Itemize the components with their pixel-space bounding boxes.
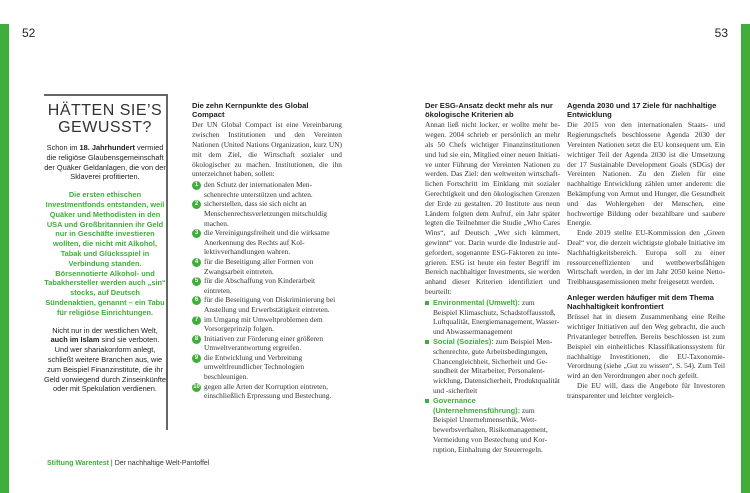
footer-separator: | (108, 460, 115, 467)
box-title-line-2: GEWUSST? (58, 119, 152, 136)
emphasis: auch im Islam (50, 335, 100, 345)
box-title-line-1: HÄTTEN SIE’S (47, 102, 163, 119)
number-badge: 6 (192, 296, 201, 305)
section-text: Die 2015 von den internationalen Staats- und Regierungschefs beschlossene Agenda 2030 der Vereinten Nationen setzt die EU konsequent um. Ein wichtiger Teil der Agenda 2030 ist die Umsetzung der 17 Sustainable Development Goals (SDGs) der Vereinten Nationen. Zu den Zielen für eine nachhaltige Entwicklung zählen unter anderem: die Bekämpfung von Armut und Hunger, die Gesundheit und das Wohlergehen der Menschen, eine hochwertige Bildung oder bezahlbare und saubere Energie. (567, 120, 725, 228)
page-number: 52 (22, 26, 36, 40)
section-text: Die EU will, dass die Angebote für Investoren transparenter und leichter vergleich- (567, 380, 725, 400)
list-item-text: für die Abschaffung von Kinderarbeit eintreten. (204, 276, 316, 295)
box-paragraph-2: Die ersten ethischen Investmentfonds entstanden, weil Quäker und Methodisten in den USA und Großbritannien ihr Geld nur in Geschäfte investieren wollten, die nicht mit Alkohol, Tabak und Glücksspiel in Verbindung standen. Börsennotierte Alkohol- und Tabakhersteller werden auch „sin“ stocks, auf Deutsch Sündenaktien, genannt – ein Tabu für religiöse Einrichtungen. (44, 190, 166, 317)
section-heading: Agenda 2030 und 17 Ziele für nachhaltige Entwicklung (567, 101, 717, 120)
list-item (192, 353, 342, 382)
numbered-list (192, 180, 342, 401)
esg-column (425, 101, 560, 455)
section-heading: Die zehn Kernpunkte des Global Compact (192, 101, 309, 120)
number-badge: 9 (192, 354, 201, 363)
esg-bullet-list (425, 298, 560, 455)
footer-brand: Stiftung Warentest (47, 460, 109, 467)
list-item (192, 199, 342, 228)
bullet-term: Environmental (Umwelt): (433, 297, 521, 307)
number-badge: 3 (192, 229, 201, 238)
text-run: Schon im (46, 143, 80, 152)
list-item-text: für die Beseitigung von Diskriminierung bei Anstellung und Erwerbstätigkeit eintreten. (204, 295, 336, 314)
bullet-text: zum Beispiel Klimaschutz, Schadstoffausstoß, Luftqualität, Energiemanagement, Wasser- und Abwassermanagement (433, 297, 560, 337)
number-badge: 8 (192, 335, 201, 344)
number-badge: 5 (192, 277, 201, 286)
section-heading: Der ESG-Ansatz deckt mehr als nur ökologische Kriterien ab (425, 101, 553, 120)
list-item (192, 334, 342, 353)
bullet-term: Social (Soziales): (433, 336, 494, 346)
global-compact-column (192, 101, 342, 401)
page-footer (47, 460, 209, 467)
list-item-text: im Umgang mit Umweltproblemen dem Vorsorgeprinzip folgen. (204, 314, 323, 334)
list-item (192, 295, 342, 314)
green-edge-bar (0, 24, 9, 493)
green-edge-bar (741, 24, 750, 493)
number-badge: 2 (192, 200, 201, 209)
list-item-text: sicherstellen, dass sie sich nicht an Menschenrechtsverletzungen mitschuldig machen. (204, 199, 327, 228)
number-badge: 4 (192, 258, 201, 267)
agenda-column (567, 101, 725, 401)
box-title (44, 102, 166, 136)
list-item (425, 396, 560, 455)
number-badge: 7 (192, 316, 201, 325)
page-number: 53 (714, 26, 728, 40)
footer-title: Der nachhaltige Welt-Pantoffel (114, 460, 210, 467)
list-item-text: die Vereinigungsfreiheit und die wirksame Anerkennung des Rechts auf Kollektivverhandlungen wahren. (204, 228, 330, 257)
list-item (192, 180, 342, 199)
list-item-text: für die Beseitigung aller Formen von Zwangsarbeit eintreten. (204, 256, 314, 276)
list-item (192, 276, 342, 295)
text-run: Nicht nur in der westlichen Welt, (52, 325, 158, 335)
section-text: Ende 2019 stellte EU-Kommission den „Green Deal“ vor, die derzeit wichtigste globale Initiative im Nachhaltigkeitsbereich. Europa soll zu einer ressourceneffizienten und wettbewerbsfähigen Wirtschaft werden, in der im Jahr 2050 keine Netto-Treibhausgasemissionen mehr freigesetzt werden. (567, 228, 725, 287)
list-item-text: die Entwicklung und Verbreitung umweltfreundlicher Technologien beschleunigen. (204, 352, 305, 382)
text-run: vermied die religiöse Glaubensgemeinschaft der Quäker Geldanlagen, die von der Sklaverei profitierten. (44, 143, 166, 182)
number-badge: 10 (193, 383, 200, 390)
bullet-term: Governance (Unternehmensführung): (433, 395, 521, 415)
did-you-know-box (44, 94, 168, 430)
box-paragraph-3 (44, 326, 166, 395)
bullet-text: zum Beispiel Menschenrechte, gute Arbeitsbedingungen, Chancengleichheit, Sicherheit und Gesundheit der Mitarbeiter, Personalentwicklung, Datensicherheit, Produktqualität und -sicherheit (433, 336, 560, 395)
list-item-text: Initiativen zur Förderung einer größeren Umweltverantwortung ergreifen. (204, 333, 324, 353)
emphasis: 18. Jahrhundert (79, 143, 135, 152)
list-item (192, 382, 342, 401)
number-badge: 1 (192, 181, 201, 190)
list-item (192, 257, 342, 276)
list-item-text: den Schutz der internationalen Menschenrechte unterstützen und achten. (204, 180, 313, 199)
box-paragraph-1 (44, 143, 166, 182)
section-text: Annan ließ nicht locker, er wollte mehr bewegen. 2004 schrieb er persönlich an mehr als 50 Chefs wichtiger Finanzinstitutionen und lud sie ein, Mitglied einer neuen Initiative unter Führung der Vereinten Nationen zu werden. Das Ziel: den weltweiten wirtschaftlichen Fortschritt im Einklang mit sozialer Gerechtigkeit und den ökologischen Grenzen der Erde zu gestalten. 20 Institute aus neun Ländern folgten dem Aufruf, ein Jahr später legten die Teilnehmer die Studie „Who Cares Wins“, auf Deutsch „Wer sich kümmert, gewinnt“ vor. Darin wurde die Industrie aufgefordert, sogenannte ESG-Faktoren zu integrieren. ESG ist heute ein fester Begriff im Bereich nachhaltiger Investments, sie werden anhand dieser Kriterien identifiziert und beurteilt: (425, 120, 560, 296)
text-run: sind sie verboten. Und wer shariakonform anlegt, schließt weitere Branchen aus, wie zum Beispiel Finanzinstitute, die ihr Geld vorwiegend durch Zinseinkünfte oder mit Spekulation verdienen. (44, 335, 167, 394)
list-item (425, 298, 560, 337)
bullet-text: zum Beispiel Unternehmensethik, Wettbewerbsverhalten, Risikomanagement, Vermeidung von Bestechung und Korruption, Einhaltung der Steuerregeln. (433, 405, 548, 454)
list-item (192, 315, 342, 334)
section-text: Brüssel hat in diesem Zusammenhang eine Reihe wichtiger Initiativen auf den Weg gebracht, die auch Privatanleger betreffen. Bereits beschlossen ist zum Beispiel ein einheitliches Klassifikationssystem für nachhaltige Investitionen, die EU-Taxonomie-Verordnung (siehe „Gut zu wissen“, S. 54). Zum Teil wird an den Verordnungen aber noch gefeilt. (567, 312, 725, 381)
list-item (192, 228, 342, 257)
section-intro: Der UN Global Compact ist eine Vereinbarung zwischen Institutionen und den Vereinten Nationen (United Nations Organization, kurz UN) mit dem Ziel, die Wirtschaft sozialer und ökologischer zu machen. Institutionen, die ihn unterzeichnet haben, sollen: (192, 120, 342, 179)
list-item-text: gegen alle Arten der Korruption eintreten, einschließlich Erpressung und Bestechung. (204, 381, 332, 401)
section-heading: Anleger werden häufiger mit dem Thema Nachhaltigkeit konfrontiert (567, 292, 714, 312)
list-item (425, 337, 560, 396)
